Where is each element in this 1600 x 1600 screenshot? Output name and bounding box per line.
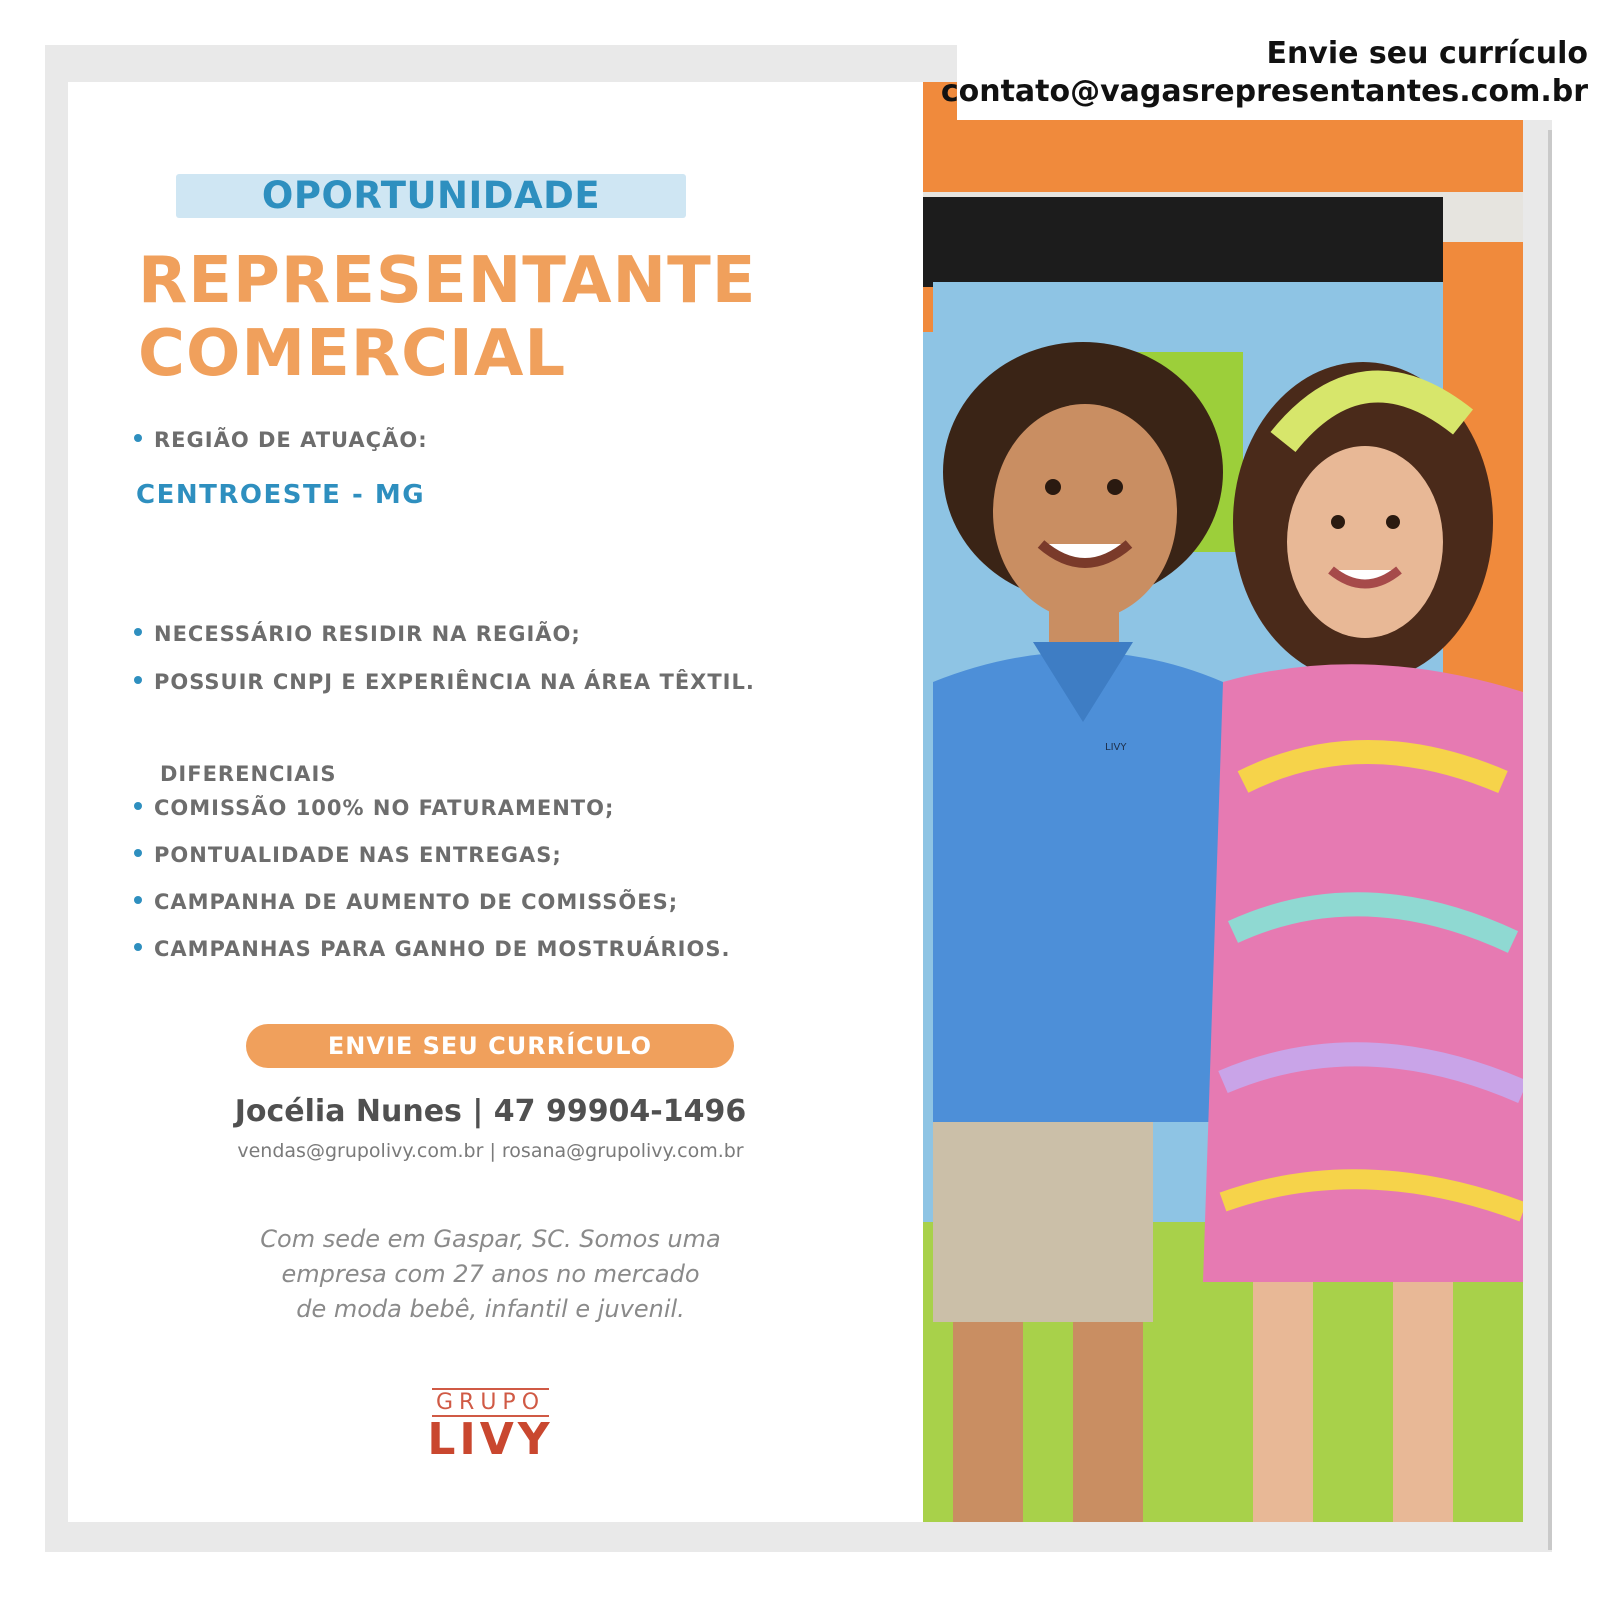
notice-line1: Envie seu currículo: [1266, 36, 1588, 71]
company-description: [68, 1222, 913, 1327]
kids-photo: [923, 82, 1523, 1522]
benefit-text: CAMPANHA DE AUMENTO DE COMISSÕES;: [154, 890, 679, 914]
girl-eye: [1331, 515, 1345, 529]
shirt-logo: LIVY: [1105, 742, 1127, 753]
girl-leg: [1253, 1282, 1313, 1522]
notice-email[interactable]: contato@vagasrepresentantes.com.br: [940, 74, 1588, 109]
bullet-dot: [134, 849, 142, 857]
boy-face: [993, 404, 1177, 620]
boy-shorts: [933, 1122, 1153, 1322]
benefit-text: COMISSÃO 100% NO FATURAMENTO;: [154, 796, 615, 820]
boy-shirt: [933, 652, 1223, 1122]
about-line: Com sede em Gaspar, SC. Somos uma: [260, 1225, 721, 1253]
bullet-dot: [134, 676, 142, 684]
region-value: CENTROESTE - MG: [136, 480, 426, 510]
logo-livy: LIVY: [427, 1414, 554, 1465]
boy-eye: [1045, 479, 1061, 495]
ad-text-panel: [68, 82, 923, 1522]
benefit-item: [134, 890, 678, 914]
requirement-item: [134, 670, 755, 694]
logo-grupo-text: GRUPO: [432, 1388, 549, 1417]
boy-eye: [1107, 479, 1123, 495]
bullet-dot: [134, 628, 142, 636]
bullet-dot: [134, 896, 142, 904]
job-title-line1: REPRESENTANTE: [138, 244, 757, 318]
girl-eye: [1386, 515, 1400, 529]
benefits-title: DIFERENCIAIS: [160, 762, 337, 786]
requirement-text: NECESSÁRIO RESIDIR NA REGIÃO;: [154, 622, 581, 646]
benefit-text: PONTUALIDADE NAS ENTREGAS;: [154, 843, 562, 867]
send-resume-button[interactable]: ENVIE SEU CURRÍCULO: [246, 1024, 734, 1068]
requirement-item: [134, 622, 581, 646]
opportunity-tag: [176, 174, 686, 218]
bullet-dot: [134, 802, 142, 810]
benefit-item: [134, 843, 562, 867]
logo-grupo: [68, 1390, 913, 1415]
benefit-item: [134, 937, 730, 961]
girl-leg: [1393, 1282, 1453, 1522]
ad-card: [68, 82, 1523, 1522]
opportunity-label: OPORTUNIDADE: [261, 174, 601, 217]
bullet-dot: [134, 434, 142, 442]
resume-notice: [940, 24, 1600, 120]
job-title-line2: COMERCIAL: [138, 317, 567, 391]
boy-leg: [1073, 1322, 1143, 1522]
about-line: de moda bebê, infantil e juvenil.: [296, 1295, 685, 1323]
contact-person: Jocélia Nunes | 47 99904-1496: [234, 1094, 747, 1129]
kids-illustration: [923, 82, 1523, 1522]
benefit-item: [134, 796, 614, 820]
about-line: empresa com 27 anos no mercado: [281, 1260, 700, 1288]
frame-shadow: [1548, 130, 1552, 1550]
girl-smile: [1331, 570, 1399, 584]
girl-face: [1287, 446, 1443, 638]
requirement-text: POSSUIR CNPJ E EXPERIÊNCIA NA ÁREA TÊXTIL.: [154, 670, 755, 694]
contact-emails[interactable]: vendas@grupolivy.com.br | rosana@grupolivy.com.br: [237, 1140, 744, 1162]
region-label-text: REGIÃO DE ATUAÇÃO:: [154, 428, 428, 452]
dark-frame: [923, 197, 1443, 287]
region-label: [134, 428, 428, 452]
boy-leg: [953, 1322, 1023, 1522]
benefit-text: CAMPANHAS PARA GANHO DE MOSTRUÁRIOS.: [154, 937, 731, 961]
bullet-dot: [134, 943, 142, 951]
